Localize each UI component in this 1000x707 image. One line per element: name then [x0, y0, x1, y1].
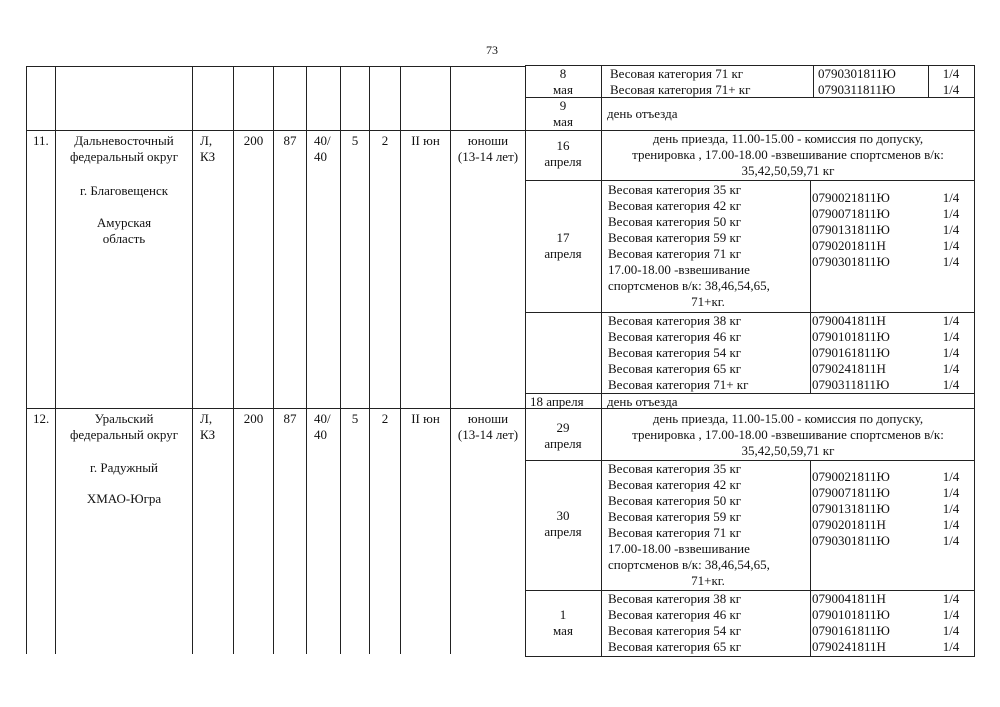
fraction-list: 1/4 1/4 1/4 1/4 — [942, 591, 960, 654]
date-cell: 30 апреля — [544, 508, 582, 539]
value-cell: 5 — [351, 133, 359, 148]
value-cell: 200 — [243, 133, 264, 148]
date-cell: 9 мая — [553, 98, 573, 129]
age-cell: юноши (13-14 лет) — [457, 133, 519, 164]
type-cell: Л, КЗ — [200, 133, 216, 164]
entry-number: 11. — [33, 133, 49, 148]
city-name: г. Благовещенск — [79, 183, 169, 198]
district-name: Уральский федеральный округ — [69, 411, 179, 442]
age-cell: юноши (13-14 лет) — [457, 411, 519, 442]
arrival-text: день приезда, 11.00-15.00 - комиссия по допуску, тренировка , 17.00-18.00 -взвешивание спортсменов в/к: 35,42,50,59,71 кг — [632, 131, 944, 178]
departure-text: день отъезда — [607, 394, 678, 409]
departure-text: день отъезда — [607, 106, 678, 121]
type-cell: Л, КЗ — [200, 411, 216, 442]
rank-cell: II юн — [411, 133, 440, 148]
date-cell: 17 апреля — [544, 230, 582, 261]
value-cell: 2 — [381, 411, 389, 426]
date-cell: 29 апреля — [544, 420, 582, 451]
value-cell: 2 — [381, 133, 389, 148]
date-cell: 18 апреля — [530, 394, 584, 409]
code-list: 0790021811Ю 0790071811Ю 0790131811Ю 0790201811Н 0790301811Ю — [812, 190, 890, 269]
value-cell: 87 — [283, 133, 297, 148]
district-name: Дальневосточный федеральный округ — [69, 133, 179, 164]
value-cell: 40/ 40 — [314, 133, 331, 164]
value-cell: 40/ 40 — [314, 411, 331, 442]
date-cell: 1 мая — [553, 607, 573, 638]
fraction-list: 1/4 1/4 1/4 1/4 1/4 — [942, 190, 960, 269]
weight-list: Весовая категория 38 кг Весовая категория 46 кг Весовая категория 54 кг Весовая категория 65 кг — [608, 591, 742, 654]
code-list: 0790041811Н 0790101811Ю 0790161811Ю 0790241811Н 0790311811Ю — [812, 313, 890, 392]
region-name: ХМАО-Югра — [86, 491, 162, 506]
value-cell: 200 — [243, 411, 264, 426]
city-name: г. Радужный — [90, 460, 158, 475]
rank-cell: II юн — [411, 411, 440, 426]
page-number: 73 — [486, 43, 498, 57]
weight-list — [610, 66, 750, 98]
code: 0790311811Ю — [818, 82, 896, 97]
weight-list: Весовая категория 38 кг Весовая категория 46 кг Весовая категория 54 кг Весовая категория 65 кг Весовая категория 71+ кг — [608, 313, 749, 392]
weight-list: Весовая категория 35 кг Весовая категория 42 кг Весовая категория 50 кг Весовая категория 59 кг Весовая категория 71 кг 17.00-18.00 -взвешивание спортсменов в/к: 38,46,54,65, 71+кг. — [608, 182, 770, 309]
value-cell: 87 — [283, 411, 297, 426]
weight-list: Весовая категория 35 кг Весовая категория 42 кг Весовая категория 50 кг Весовая категория 59 кг Весовая категория 71 кг 17.00-18.00 -взвешивание спортсменов в/к: 38,46,54,65, 71+кг. — [608, 461, 770, 588]
code-list — [818, 66, 896, 98]
date-cell: 8 мая — [553, 66, 573, 97]
arrival-text: день приезда, 11.00-15.00 - комиссия по допуску, тренировка , 17.00-18.00 -взвешивание спортсменов в/к: 35,42,50,59,71 кг — [632, 411, 944, 458]
region-name: Амурская область — [96, 215, 152, 246]
code: 0790301811Ю — [818, 66, 896, 81]
date-cell: 16 апреля — [544, 138, 582, 169]
code-list: 0790021811Ю 0790071811Ю 0790131811Ю 0790201811Н 0790301811Ю — [812, 469, 890, 548]
weight-line: Весовая категория 71+ кг — [610, 82, 751, 97]
entry-number: 12. — [33, 411, 50, 426]
fraction-list: 1/4 1/4 1/4 1/4 1/4 — [942, 313, 960, 392]
code-list: 0790041811Н 0790101811Ю 0790161811Ю 0790241811Н — [812, 591, 890, 654]
fraction-list: 1/4 1/4 — [942, 66, 960, 97]
fraction-list: 1/4 1/4 1/4 1/4 1/4 — [942, 469, 960, 548]
weight-line: Весовая категория 71 кг — [610, 66, 744, 81]
value-cell: 5 — [351, 411, 359, 426]
